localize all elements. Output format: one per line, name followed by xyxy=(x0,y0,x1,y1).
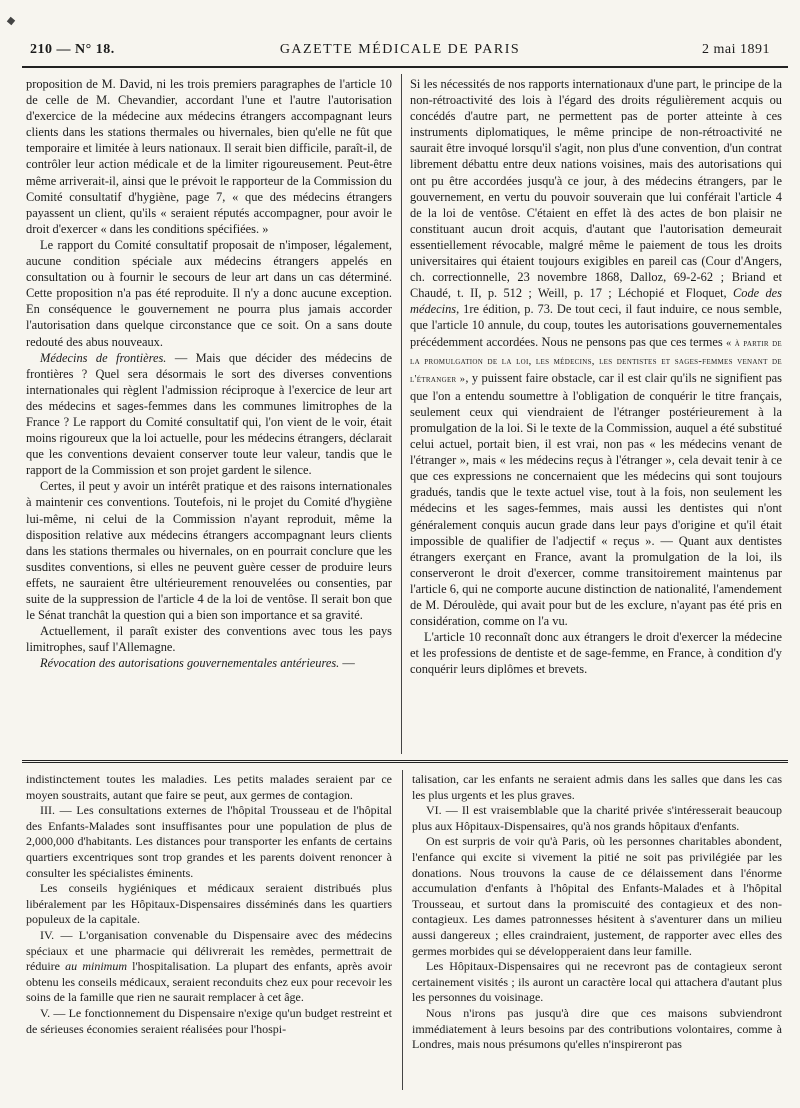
article-column-right xyxy=(410,76,782,677)
column-divider xyxy=(401,74,402,754)
paragraph: Nous n'irons pas jusqu'à dire que ces maisons subviendront immédiatement à leurs besoins par des contributions volontaires, comme à Londres, mais nous présumons qu'elles n'inspireront pas xyxy=(412,1005,782,1052)
article2-column-left xyxy=(26,772,392,1037)
paragraph: III. — Les consultations externes de l'hôpital Trousseau et de l'hôpital des Enfants-Malades sont insuffisantes pour une population de plus de 2,000,000 d'habitants. Les distances pour transporter les enfants de certains quartiers excentriques sont trop grandes et les parents doivent renoncer à consulter les spécialistes éminents. xyxy=(26,803,392,880)
article-column-left xyxy=(26,76,392,671)
paragraph: L'article 10 reconnaît donc aux étrangers le droit d'exercer la médecine et les professions de dentiste et de sage-femme, en France, à condition d'y conquérir leurs diplômes et brevets. xyxy=(410,630,782,677)
paragraph: Médecins de frontières. — Mais que décider des médecins de frontières ? Quel sera désormais le sort des diverses conventions internationales qui règlent l'admission réciproque à l'exercice de leur art des médecins et sages-femmes dans les communes limitrophes de la France ? Le rapport du Comité consultatif qui, l'on vient de le voir, était moins rigoureux que la loi actuelle, pour les médecins étrangers, déclarait que les conventions devaient conserver toute leur valeur, tandis que le rapport de la Commission et son projet gardent le silence. xyxy=(26,350,392,478)
quoted-law-text: « à partir de la promulgation de la loi, les médecins, les dentistes et sages-femmes venant de l'étranger » xyxy=(410,337,782,385)
header-rule xyxy=(22,66,788,68)
paragraph: Actuellement, il paraît exister des conventions avec tous les pays limitrophes, sauf l'Allemagne. xyxy=(26,624,392,655)
paragraph: VI. — Il est vraisemblable que la charité privée s'intéresserait beaucoup plus aux Hôpitaux-Dispensaires, qu'à nos grands hôpitaux d'enfants. xyxy=(412,803,782,833)
section-heading: Révocation des autorisations gouvernementales antérieures. xyxy=(40,656,340,671)
paragraph: IV. — L'organisation convenable du Dispensaire avec des médecins spéciaux et une pharmacie qui délivrerait les remèdes, permettrait de réduire au minimum l'hospitalisation. La plupart des enfants, après avoir obtenu les conseils médicaux, seraient reconduits chez eux pour recevoir les soins de la famille que rien ne saurait remplacer à cet âge. xyxy=(26,927,392,1005)
page-number: 210 — N° 18. xyxy=(30,42,115,57)
section-separator xyxy=(22,760,788,766)
paragraph: Certes, il peut y avoir un intérêt pratique et des raisons internationales à maintenir ces conventions. Toutefois, ni le projet du Comité d'hygiène lui-même, ni celui de la Commission n'ayant reproduit, même la disposition relative aux médecins étrangers accompagnant leurs clients dans les stations thermales ou hivernales, on en pourrait conclure que les susdites conventions, si elles ne peuvent guère cesser de produire leurs effets, ne sauraient être ultérieurement renouvelées ou consenties, par suite de la suppression de l'article 4 de la loi de ventôse. Il serait bon que le Sénat tranchât la question qui a bien son importance et sa gravité. xyxy=(26,479,392,623)
issue-date: 2 mai 1891 xyxy=(702,42,770,57)
paragraph: Les Hôpitaux-Dispensaires qui ne recevront pas de contagieux seront certainement visités ; ils auront un caractère local qui attachera d'autant plus les personnes du voisinage. xyxy=(412,959,782,1005)
section-heading: Médecins de frontières. xyxy=(40,350,167,365)
book-title: Code des médecins xyxy=(410,286,782,317)
column-divider xyxy=(402,770,403,1090)
paragraph: indistinctement toutes les maladies. Les petits malades seraient par ce moyen soustraits, autant que faire se peut, aux germes de contagion. xyxy=(26,772,392,802)
article2-column-right xyxy=(412,772,782,1053)
paragraph: V. — Le fonctionnement du Dispensaire n'exige qu'un budget restreint et de sérieuses économies seraient réalisées pour l'hospi- xyxy=(26,1005,392,1036)
paragraph: Les conseils hygiéniques et médicaux seraient distribués plus libéralement par les Hôpitaux-Dispensaires disséminés dans les quartiers populeux de la capitale. xyxy=(26,881,392,927)
paragraph: talisation, car les enfants ne seraient admis dans les salles que dans les cas les plus urgents et les plus graves. xyxy=(412,772,782,802)
paragraph: Si les nécessités de nos rapports internationaux d'une part, le principe de la non-rétroactivité des lois à l'égard des droits régulièrement acquis ou concédés d'autre part, ne permettent pas de porter atteinte à ces instruments diplomatiques, le même principe de non-rétroactivité ne saurait être invoqué lorsqu'il s'agit, non plus d'une convention, d'un contrat librement débattu entre deux nations voisines, mais des autorisations qui ont pu être accordées jusqu'à ce jour, à des médecins étrangers, par le gouvernement, en vertu du pouvoir souverain que lui conférait l'article 4 de la loi de ventôse. C'étaient en effet là des actes de bon plaisir ne constituant aucun droit acquis, d'autant que l'autorisation demeurait essentiellement révocable, malgré même le paiement de tous les droits universitaires qui étaient toujours exigibles en pareil cas (Cour d'Angers, ch. correctionnelle, 23 novembre 1868, Dalloz, 69-2-62 ; Briand et Chaudé, t. II, p. 512 ; Weill, p. 17 ; Léchopié et Floquet, Code des médecins, 1re édition, p. 73. De tout ceci, il faut induire, ce nous semble, que l'article 10 annule, du coup, toutes les autorisations gouvernementales précédemment accordées. Nous ne pensons pas que ces termes « à partir de la promulgation de la loi, les médecins, les dentistes et sages-femmes venant de l'étranger », y puissent faire obstacle, car il est clair qu'ils ne signifient pas que l'on a entendu soumettre à l'obligation de conquérir le titre français, seulement ceux qui viendraient de l'étranger postérieurement à la promulgation de la loi. Si le texte de la Commission, auquel a été substitué celui actuel, portait bien, il est vrai, non pas « les médecins venant de l'étranger », mais « les médecins reçus à l'étranger », cela devait tenir à ce que ces expressions ne concernaient que les médecins qui sont toujours gradués, tandis que le texte actuel vise, tout à la fois, non seulement les médecins et les sages-femmes, mais aussi les dentistes qui n'ont généralement conquis aucun grade dans leur pays d'origine et qu'il était impossible de qualifier de l'adjectif « reçus ». — Quant aux dentistes étrangers exerçant en France, avant la promulgation de la loi, ils conserveront le droit d'exercer, comme transitoirement maintenus par l'article 6, qui ne comporte aucune distinction de nationalité, l'amendement de M. Déroulède, qui avait pour but de les exclure, n'ayant pas été pris en considération, comme on l'a vu. xyxy=(410,77,782,629)
paragraph: Révocation des autorisations gouvernementales antérieures. — xyxy=(40,656,355,671)
paragraph: proposition de M. David, ni les trois premiers paragraphes de l'article 10 de celle de M. Chevandier, accordant l'une et l'autre l'autorisation d'exercice de la médecine aux médecins étrangers accompagnant leurs clients dans les stations thermales ou hivernales, bien qu'elle ne fût que temporaire et limitée à leurs nationaux. Il serait bien difficile, paraît-il, de contrôler leur action médicale et de la limiter rigoureusement. Peut-être même arriverait-il, ainsi que le prévoit le rapporteur de la Commission du Comité consultatif d'hygiène, page 7, « que des médecins étrangers payassent un client, qu'ils « seraient réputés accompagner, pour avoir le droit d'exercer « dans les conditions spécifiées. » xyxy=(26,77,392,236)
paragraph: On est surpris de voir qu'à Paris, où les personnes charitables abondent, l'enfance qui excite si vivement la pitié ne soit pas privilégiée par les donations. Nous trouvons la cause de ce délaissement dans l'énorme accumulation d'enfants à l'hôpital des Enfants-Malades et à l'hôpital Trousseau, et surtout dans la promiscuité des contagieux et des non-contagieux. Les dames patronnesses hésitent à s'aventurer dans un milieu aussi dangereux ; elles craindraient, justement, de rapporter avec elles des germes morbides qui se développeraient dans leur famille. xyxy=(412,834,782,958)
paragraph: Le rapport du Comité consultatif proposait de n'imposer, légalement, aucune condition spéciale aux médecins étrangers appelés en consultation ou à fournir le secours de leur art dans un cas déterminé. Cette proposition n'a pas été reproduite. Il n'y a donc aucune exception. En conséquence le gouvernement ne pourra plus jamais accorder l'autorisation dans quelque circonstance que ce soit. On a sans doute redouté des abus nouveaux. xyxy=(26,237,392,349)
corner-mark xyxy=(7,17,15,25)
journal-title: GAZETTE MÉDICALE DE PARIS xyxy=(279,42,521,57)
page-header xyxy=(30,42,770,64)
